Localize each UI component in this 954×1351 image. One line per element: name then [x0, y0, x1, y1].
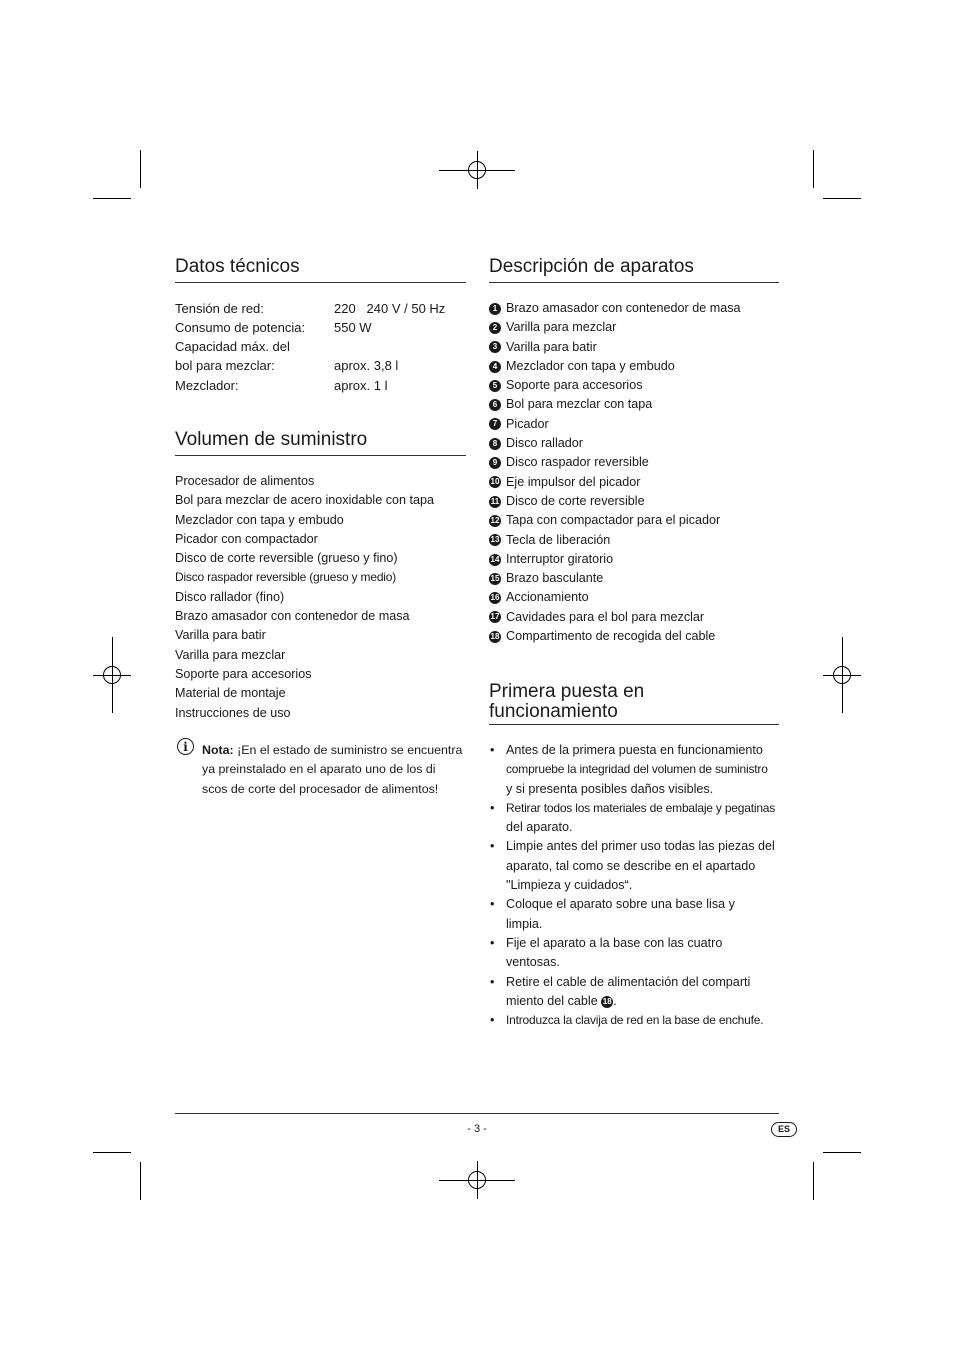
number-badge: 10	[490, 477, 500, 487]
number-badge: 18	[490, 631, 500, 641]
list-item: 14 Interruptor giratorio	[490, 551, 614, 566]
spec-value: aprox. 3,8 l	[334, 358, 399, 373]
spec-label: Capacidad máx. del	[175, 339, 290, 354]
list-item: 4 Mezclador con tapa y embudo	[489, 357, 741, 376]
list-item: Picador con compactador	[175, 531, 318, 546]
list-item: • Retirar todos los materiales de embalaje y pegatinas del aparato.	[489, 799, 789, 838]
section-divider	[175, 455, 466, 456]
list-item: Soporte para accesorios	[175, 666, 312, 681]
page-number: - 3 -	[467, 1123, 487, 1135]
list-item: • Coloque el aparato sobre una base lisa y limpia.	[489, 895, 789, 934]
section-divider	[175, 282, 466, 283]
number-badge: 18	[602, 996, 612, 1006]
number-badge: 7	[489, 418, 501, 430]
number-badge: 12	[490, 515, 500, 525]
list-item: 5 Soporte para accesorios	[489, 376, 741, 395]
spec-label: Consumo de potencia:	[175, 320, 306, 335]
list-item: Bol para mezclar de acero inoxidable con tapa	[175, 493, 435, 508]
number-badge: 3	[489, 341, 501, 353]
note-label: Nota:	[202, 743, 234, 757]
spec-label: Tensión de red:	[175, 301, 264, 316]
number-badge: 6	[489, 399, 501, 411]
list-item: Procesador de alimentos	[175, 474, 315, 488]
spec-value: 220 240 V / 50 Hz	[334, 301, 446, 316]
supply-list	[175, 472, 434, 723]
number-badge: 16	[490, 593, 500, 603]
crop-mark-icon	[140, 1162, 141, 1200]
number-badge: 11	[490, 496, 500, 506]
section-title-primera-puesta: Primera puesta en funcionamiento	[489, 681, 645, 722]
list-item: • Antes de la primera puesta en funcionamiento compruebe la integridad del volumen de suministro y si presenta posibles daños visibles.	[489, 741, 789, 799]
list-item: Mezclador con tapa y embudo	[175, 512, 344, 527]
list-item: Varilla para mezclar	[175, 647, 286, 662]
number-badge: 14	[490, 554, 500, 564]
number-badge: 4	[489, 361, 501, 373]
number-badge: 2	[489, 322, 501, 334]
list-item: Instrucciones de uso	[175, 705, 291, 720]
number-badge: 9	[489, 457, 501, 469]
list-item: 10 Eje impulsor del picador	[490, 474, 641, 489]
number-badge: 1	[489, 303, 501, 315]
number-badge: 15	[490, 573, 500, 583]
list-item: 18 Compartimento de recogida del cable	[490, 629, 716, 644]
note-text	[202, 741, 462, 799]
number-badge: 17	[490, 612, 500, 622]
spec-label: bol para mezclar:	[175, 358, 275, 373]
list-item: • Introduzca la clavija de red en la base de enchufe.	[489, 1011, 789, 1030]
list-item: Disco raspador reversible (grueso y medio)	[175, 570, 397, 585]
list-item: • Retire el cable de alimentación del comparti miento del cable 18 .	[489, 973, 789, 1012]
footer-divider	[175, 1113, 779, 1114]
crop-mark-icon	[813, 150, 814, 188]
number-badge: 8	[489, 438, 501, 450]
list-item: 16 Accionamiento	[490, 590, 589, 605]
crop-mark-icon	[93, 198, 131, 199]
setup-steps	[489, 741, 789, 1030]
crop-mark-icon	[823, 198, 861, 199]
info-icon: i	[177, 738, 194, 755]
list-item: • Fije el aparato a la base con las cuatro ventosas.	[489, 934, 789, 973]
spec-label: Mezclador:	[175, 378, 239, 393]
list-item: 1 Brazo amasador con contenedor de masa	[489, 299, 741, 318]
number-badge: 13	[490, 535, 500, 545]
crop-mark-icon	[823, 1152, 861, 1153]
list-item: 6 Bol para mezclar con tapa	[489, 395, 741, 414]
parts-list	[489, 299, 741, 646]
list-item: 11 Disco de corte reversible	[490, 493, 645, 508]
crop-mark-icon	[813, 1162, 814, 1200]
list-item: Disco rallador (fino)	[175, 589, 285, 604]
list-item: 13 Tecla de liberación	[490, 532, 611, 547]
spec-value: 550 W	[334, 320, 372, 335]
section-title-volumen: Volumen de suministro	[175, 429, 368, 450]
note-line: scos de corte del procesador de alimentos!	[202, 781, 439, 796]
list-item: • Limpie antes del primer uso todas las piezas del aparato, tal como se describe en el apartado "Limpieza y cuidados“.	[489, 837, 789, 895]
list-item: Disco de corte reversible (grueso y fino)	[175, 551, 398, 566]
list-item: Brazo amasador con contenedor de masa	[175, 609, 410, 624]
list-item: 7 Picador	[489, 415, 741, 434]
section-title-datos-tecnicos: Datos técnicos	[175, 256, 300, 277]
number-badge: 5	[489, 380, 501, 392]
list-item: 3 Varilla para batir	[489, 338, 741, 357]
list-item: 9 Disco raspador reversible	[489, 453, 741, 472]
section-divider	[489, 282, 779, 283]
spec-value: aprox. 1 l	[334, 378, 388, 393]
list-item: Varilla para batir	[175, 628, 266, 643]
list-item: 2 Varilla para mezclar	[489, 318, 741, 337]
list-item: 8 Disco rallador	[489, 434, 741, 453]
note-line: ya preinstalado en el aparato uno de los di	[202, 762, 436, 777]
crop-mark-icon	[140, 150, 141, 188]
crop-mark-icon	[93, 1152, 131, 1153]
list-item: 15 Brazo basculante	[490, 571, 604, 586]
list-item: Material de montaje	[175, 686, 286, 701]
language-badge: ES	[771, 1122, 797, 1137]
section-divider	[489, 724, 779, 725]
list-item: 17 Cavidades para el bol para mezclar	[490, 609, 705, 624]
list-item: 12 Tapa con compactador para el picador	[490, 513, 721, 528]
section-title-descripcion: Descripción de aparatos	[489, 256, 694, 277]
note-line: ¡En el estado de suministro se encuentra	[237, 743, 463, 757]
